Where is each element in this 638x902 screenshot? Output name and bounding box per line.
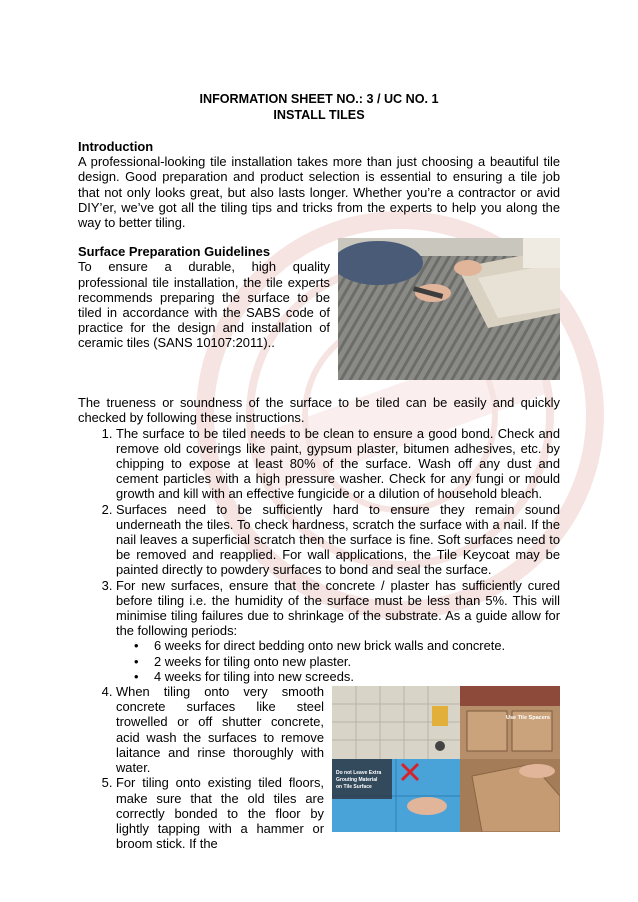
list-item-text: When tiling onto very smooth concrete surfaces like steel trowelled or off shutter concrete, acid wash the surfaces to remove laitance and rinse thoroughly with water. [116, 684, 324, 776]
spacers-label: 4. Use Tile Spacers [506, 715, 550, 722]
sheet-title-line2: INSTALL TILES [273, 107, 365, 122]
list-item: 1. The surface to be tiled needs to be clean to ensure a good bond. Check and remove old coverings like paint, gypsum plaster, bitumen adhesives, etc. by chipping to expose at least 80% of the surface. Wash off any dust and cement particles with a high pressure washer. Check for any fungi or mould growth and kill with an effective fungicide or a dilution of household bleach. [116, 426, 560, 502]
periods-list [116, 638, 560, 684]
document-body [78, 92, 560, 851]
tiling-photo [338, 238, 560, 380]
period-item: • 2 weeks for tiling onto new plaster. [154, 654, 560, 669]
surface-paragraph: To ensure a durable, high quality professional tile installation, the tile experts recommends preparing the surface to be tiled in accordance with the SABS code of practice for the design and installation of ceramic tiles (SANS 10107:2011).. [78, 259, 330, 351]
intro-paragraph: A professional-looking tile installation takes more than just choosing a beautiful tile design. Good preparation and product selection is essential to ensuring a tile job that not only looks great, but also lasts longer. Whether you’re a contractor or avid DIY’er, we’ve got all the tiling tips and tricks from the experts to help you along the way to better tiling. [78, 154, 560, 231]
sheet-title-line1: INFORMATION SHEET NO.: 3 / UC NO. 1 [199, 92, 439, 106]
grout-label-3: on Tile Surface [336, 784, 372, 791]
tiling-collage [332, 686, 560, 832]
intro-heading: Introduction [78, 139, 154, 154]
grout-label-1: Do not Leave Extra [336, 770, 382, 777]
surface-heading: Surface Preparation Guidelines [78, 244, 270, 260]
sheet-title [78, 92, 560, 123]
check-paragraph: The trueness or soundness of the surface to be tiled can be easily and quickly checked by following these instructions. [78, 395, 560, 426]
list-item: 5. For tiling onto existing tiled floors, make sure that the old tiles are correctly bonded to the floor by lightly tapping with a hammer or broom stick. If the [116, 775, 560, 851]
list-item [116, 578, 560, 684]
instructions-list [78, 426, 560, 852]
list-item [116, 684, 560, 791]
period-item: • 4 weeks for tiling into new screeds. [154, 669, 560, 684]
list-item-text: For new surfaces, ensure that the concrete / plaster has sufficiently cured before tiling i.e. the humidity of the surface must be less than 5%. This will minimise tiling failures due to shrinkage of the substrate. As a guide allow for the following periods: [116, 577, 560, 639]
period-item: • 6 weeks for direct bedding onto new brick walls and concrete. [154, 638, 560, 653]
list-item: 2. Surfaces need to be sufficiently hard to ensure they remain sound underneath the tiles. To check hardness, scratch the surface with a nail. If the nail leaves a superficial scratch then the surface is fine. Soft surfaces need to be removed and reapplied. For wall applications, the Tile Keycoat may be painted directly to powdery surfaces to bond and seal the surface. [116, 502, 560, 578]
grout-label-2: Grouting Material [336, 777, 378, 784]
